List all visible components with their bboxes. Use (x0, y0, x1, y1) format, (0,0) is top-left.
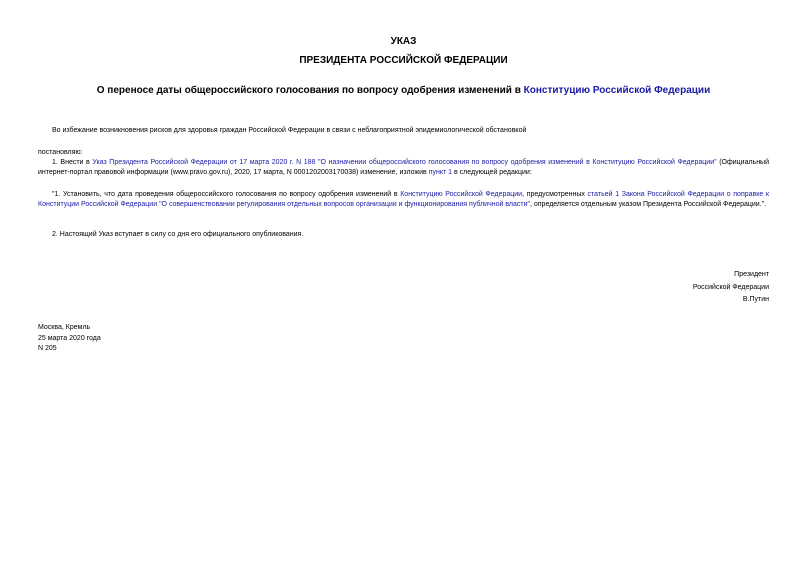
quote-prefix: "1. Установить, что дата проведения общероссийского голосования по вопросу одобрения изменений в (52, 191, 401, 198)
signature-title: Президент (734, 271, 769, 278)
item2-paragraph: 2. Настоящий Указ вступает в силу со дня его официального опубликования. (52, 231, 304, 238)
point1-link[interactable]: пункт 1 (428, 168, 453, 176)
item1-prefix: 1. Внести в (52, 159, 93, 166)
quote-suffix: , определяется отдельным указом Президента Российской Федерации.". (529, 200, 767, 208)
quote-paragraph (38, 190, 769, 209)
quote-constitution-link[interactable]: Конституцию Российской Федерации (400, 191, 523, 198)
issuer-heading: ПРЕЗИДЕНТА РОССИЙСКОЙ ФЕДЕРАЦИИ (299, 55, 508, 66)
item1-paragraph (38, 158, 769, 177)
doc-type-heading: УКАЗ (390, 36, 417, 47)
place-date-block (38, 323, 101, 355)
item1-suffix: в следующей редакции: (452, 168, 532, 176)
decree-word: постановляю: (38, 149, 83, 156)
date: 25 марта 2020 года (38, 334, 101, 342)
signature-block (693, 269, 769, 307)
doc-number: N 205 (38, 345, 57, 352)
signature-name: В.Путин (742, 296, 769, 303)
item1-middle: (Официальный интернет-портал правовой информации (www.pravo.gov.ru), 2020, 17 марта, N 0001202003170038) изменение, изложив (38, 159, 769, 176)
constitution-link[interactable]: Конституцию Российской Федерации (523, 85, 711, 96)
amendment-law-link[interactable]: статьей 1 Закона Российской Федерации о поправке к Конституции Российской Федерации "О совершенствовании регулирования отдельных вопросов организации и функционирования публичной власти" (38, 191, 769, 208)
quote-middle: , предусмотренных (522, 191, 588, 198)
signature-country: Российской Федерации (692, 283, 769, 291)
intro-paragraph: Во избежание возникновения рисков для здоровья граждан Российской Федерации в связи с неблагоприятной эпидемиологической обстановкой (52, 127, 527, 134)
doc-title-text: О переносе даты общероссийского голосования по вопросу одобрения изменений в (96, 85, 524, 96)
doc-title (0, 85, 807, 96)
decree-188-link[interactable]: Указ Президента Российской Федерации от 17 марта 2020 г. N 188 "О назначении общероссийского голосования по вопросу одобрения изменений в Конституцию Российской Федерации" (92, 159, 717, 166)
place: Москва, Кремль (38, 324, 91, 331)
